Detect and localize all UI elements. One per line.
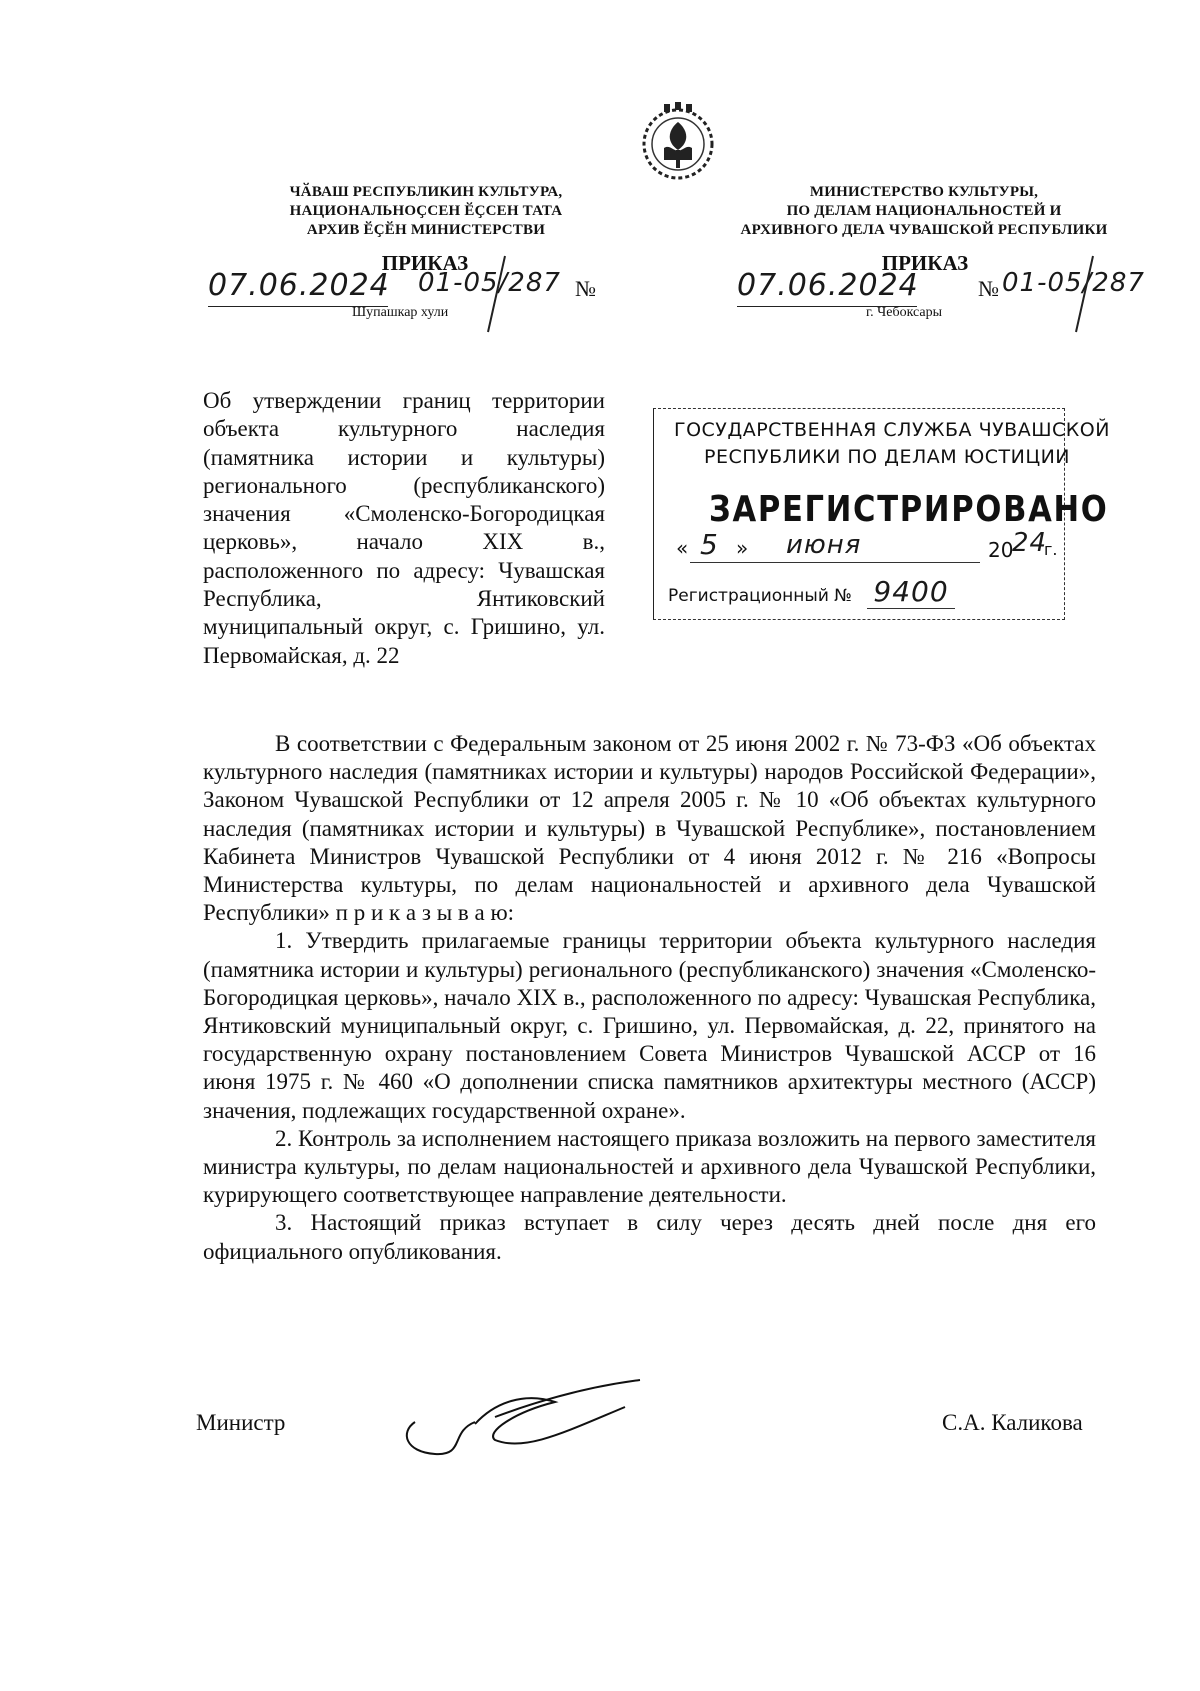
stamp-reg-label: Регистрационный № [668, 586, 852, 606]
city-left: Шупашкар хули [352, 305, 449, 320]
org-name-russian [720, 183, 1128, 240]
stamp-status: ЗАРЕГИСТРИРОВАНО [709, 489, 1109, 530]
number-sign-left: № [575, 276, 596, 301]
stamp-date-underline [690, 562, 980, 563]
order-number-left: 01-05/287 [418, 268, 561, 298]
order-number-right: 01-05/287 [1002, 268, 1145, 298]
stamp-month: июня [786, 530, 862, 560]
stamp-year-prefix: 20 [988, 538, 1014, 562]
stamp-agency-line: ГОСУДАРСТВЕННАЯ СЛУЖБА ЧУВАШСКОЙ [674, 419, 1110, 441]
order-date-right: 07.06.2024 [737, 268, 919, 303]
org-name-chuvash [258, 183, 594, 240]
org-line: НАЦИОНАЛЬНОҪСЕН ӖҪСЕН ТАТА [289, 203, 563, 219]
stamp-day: 5 [700, 528, 719, 561]
number-sign-right: № [978, 276, 999, 301]
stamp-quote: » [736, 536, 749, 560]
city-right: г. Чебоксары [866, 305, 943, 320]
order-item-3: 3. Настоящий приказ вступает в силу через десять дней после дня его официального опубликования. [203, 1210, 1096, 1264]
stamp-reg-value: 9400 [867, 575, 954, 609]
handwritten-signature [395, 1362, 645, 1462]
order-verb: п р и к а з ы в а ю: [335, 900, 515, 926]
stamp-quote: « [676, 536, 689, 560]
org-line: ЧӐВАШ РЕСПУБЛИКИН КУЛЬТУРА, [289, 184, 563, 200]
org-line: ПО ДЕЛАМ НАЦИОНАЛЬНОСТЕЙ И [786, 203, 1062, 219]
republic-emblem [638, 100, 718, 182]
order-item-1: 1. Утвердить прилагаемые границы территории объекта культурного наследия (памятника истории и культуры) регионального (республиканского) значения «Смоленско-Богородицкая церковь», начало XIX в., расположенного по адресу: Чувашская Республика, Янтиковский муниципальный округ, с. Гришино, ул. Первомайская, д. 22, принятого на государственную охрану постановлением Совета Министров Чувашской АССР от 16 июня 1975 г. № 460 «О дополнении списка памятников архитектуры местного (АССР) значения, подлежащих государственной охране». [203, 928, 1096, 1123]
signer-title: Министр [196, 1410, 286, 1435]
org-line: АРХИВНОГО ДЕЛА ЧУВАШСКОЙ РЕСПУБЛИКИ [740, 222, 1108, 238]
org-line: АРХИВ ӖҪӖН МИНИСТЕРСТВИ [306, 222, 546, 238]
order-title-right: ПРИКАЗ [881, 251, 969, 275]
stamp-year-unit: г. [1044, 540, 1058, 559]
stamp-agency-line: РЕСПУБЛИКИ ПО ДЕЛАМ ЮСТИЦИИ [704, 446, 1070, 468]
order-title-left: ПРИКАЗ [381, 251, 469, 275]
preamble-text: В соответствии с Федеральным законом от 25 июня 2002 г. № 73-ФЗ «Об объектах культурного наследия (памятниках истории и культуры) народов Российской Федерации», Законом Чувашской Республики от 12 апреля 2005 г. № 10 «Об объектах культурного наследия (памятниках истории и культуры) в Чувашской Республике», постановлением Кабинета Министров Чувашской Республики от 4 июня 2012 г. № 216 «Вопросы Министерства культуры, по делам национальностей и архивного дела Чувашской Республики» [203, 731, 1096, 926]
order-item-2: 2. Контроль за исполнением настоящего приказа возложить на первого заместителя министра культуры, по делам национальностей и архивного дела Чувашской Республики, курирующего соответствующее направление деятельности. [203, 1125, 1096, 1208]
stamp-date [676, 528, 1058, 570]
org-line: МИНИСТЕРСТВО КУЛЬТУРЫ, [809, 184, 1039, 200]
order-date-left: 07.06.2024 [208, 268, 390, 303]
stamp-year-suffix: 24 [1012, 528, 1048, 558]
signer-name: С.А. Каликова [942, 1410, 1083, 1435]
order-body [203, 730, 1096, 1266]
order-preamble [203, 730, 1096, 927]
registration-stamp [653, 408, 1110, 620]
handwritten-slash [1068, 254, 1098, 334]
order-subject: Об утверждении границ территории объекта культурного наследия (памятника истории и культуры) регионального (республиканского) значения «Смоленско-Богородицкая церковь», начало XIX в., расположенного по адресу: Чувашская Республика, Янтиковский муниципальный округ, с. Гришино, ул. Первомайская, д. 22 [203, 388, 605, 668]
handwritten-slash [480, 254, 510, 334]
stamp-reg-number [668, 575, 955, 608]
